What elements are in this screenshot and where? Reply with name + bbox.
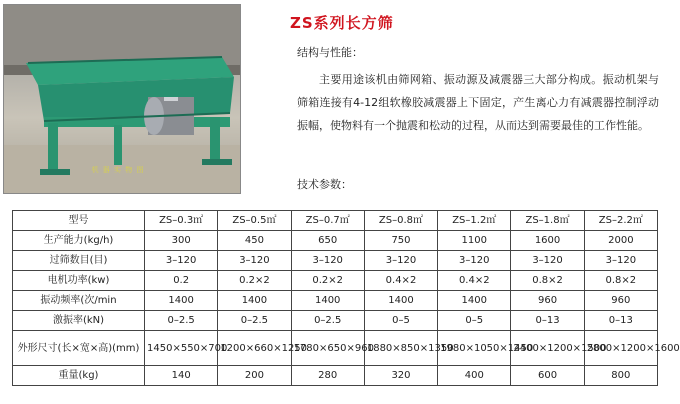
table-cell: 400 [438, 366, 511, 386]
row-label-cell: 电机功率(kw) [13, 271, 145, 291]
table-cell: 0.2×2 [291, 271, 364, 291]
table-cell: 1400 [145, 291, 218, 311]
model-header-cell: ZS–0.7㎡ [291, 211, 364, 231]
table-cell: 0.2×2 [218, 271, 291, 291]
table-cell: 200 [218, 366, 291, 386]
structure-heading: 结构与性能： [297, 46, 363, 59]
row-label-cell: 生产能力(kg/h) [13, 231, 145, 251]
table-cell: 1400 [218, 291, 291, 311]
table-cell: 3–120 [364, 251, 437, 271]
table-cell: 1880×850×1350 [364, 331, 437, 366]
table-cell: 3–120 [584, 251, 657, 271]
table-cell: 1980×1050×1450 [438, 331, 511, 366]
row-label-cell: 振动频率(次/min [13, 291, 145, 311]
table-cell: 140 [145, 366, 218, 386]
table-cell: 0–2.5 [145, 311, 218, 331]
table-cell: 2400×1200×1500 [511, 331, 584, 366]
table-cell: 750 [364, 231, 437, 251]
table-cell: 600 [511, 366, 584, 386]
tech-heading: 技术参数： [297, 178, 352, 191]
table-cell: 2800×1200×1600 [584, 331, 657, 366]
table-cell: 0–13 [511, 311, 584, 331]
row-label-cell: 激振率(kN) [13, 311, 145, 331]
row-label-cell: 重量(kg) [13, 366, 145, 386]
spec-table [12, 210, 680, 386]
table-cell: 650 [291, 231, 364, 251]
row-label-cell: 过筛数目(目) [13, 251, 145, 271]
model-header-cell: ZS–0.8㎡ [364, 211, 437, 231]
table-cell: 960 [511, 291, 584, 311]
table-cell: 0–2.5 [291, 311, 364, 331]
table-cell: 0.2 [145, 271, 218, 291]
table-cell: 2000 [584, 231, 657, 251]
table-cell: 300 [145, 231, 218, 251]
table-cell: 0–2.5 [218, 311, 291, 331]
page-title: ZS系列长方筛 [290, 14, 394, 32]
table-row [13, 271, 658, 291]
product-photo [3, 4, 241, 194]
model-header-cell: ZS–0.5㎡ [218, 211, 291, 231]
table-cell: 280 [291, 366, 364, 386]
table-cell: 0–5 [438, 311, 511, 331]
table-row [13, 231, 658, 251]
table-row [13, 291, 658, 311]
table-cell: 0.4×2 [364, 271, 437, 291]
table-cell: 3–120 [145, 251, 218, 271]
model-header-cell: ZS–0.3㎡ [145, 211, 218, 231]
table-row [13, 331, 658, 366]
table-cell: 3–120 [291, 251, 364, 271]
table-cell: 0–5 [364, 311, 437, 331]
table-cell: 0–13 [584, 311, 657, 331]
table-cell: 1780×650×960 [291, 331, 364, 366]
description-text: 主要用途该机由筛网箱、振动源及减震器三大部分构成。振动机架与筛箱连接有4-12组软橡胶减震器上下固定，产生离心力有减震器控制浮动振幅，使物料有一个抛震和松动的过程，从而达到需要最佳的工作性能。 [297, 73, 659, 132]
table-cell: 320 [364, 366, 437, 386]
table-row [13, 251, 658, 271]
row-label-cell: 外形尺寸(长×宽×高)(mm) [13, 331, 145, 366]
model-header-cell: ZS–2.2㎡ [584, 211, 657, 231]
table-cell: 450 [218, 231, 291, 251]
table-cell: 1450×550×700 [145, 331, 218, 366]
row-label-cell: 型号 [13, 211, 145, 231]
table-cell: 3–120 [511, 251, 584, 271]
table-cell: 3–120 [218, 251, 291, 271]
model-header-cell: ZS–1.8㎡ [511, 211, 584, 231]
table-cell: 1400 [438, 291, 511, 311]
table-cell: 0.8×2 [584, 271, 657, 291]
table-cell: 3–120 [438, 251, 511, 271]
photo-caption: 机 器 实 物 图 [91, 166, 145, 174]
table-cell: 960 [584, 291, 657, 311]
table-cell: 1400 [364, 291, 437, 311]
table-cell: 1600 [511, 231, 584, 251]
table-cell: 0.4×2 [438, 271, 511, 291]
table-cell: 1200×660×1250 [218, 331, 291, 366]
model-header-cell: ZS–1.2㎡ [438, 211, 511, 231]
table-row [13, 311, 658, 331]
table-cell: 1400 [291, 291, 364, 311]
table-cell: 800 [584, 366, 657, 386]
table-row [13, 366, 658, 386]
table-header-row [13, 211, 658, 231]
table-cell: 0.8×2 [511, 271, 584, 291]
table-cell: 1100 [438, 231, 511, 251]
